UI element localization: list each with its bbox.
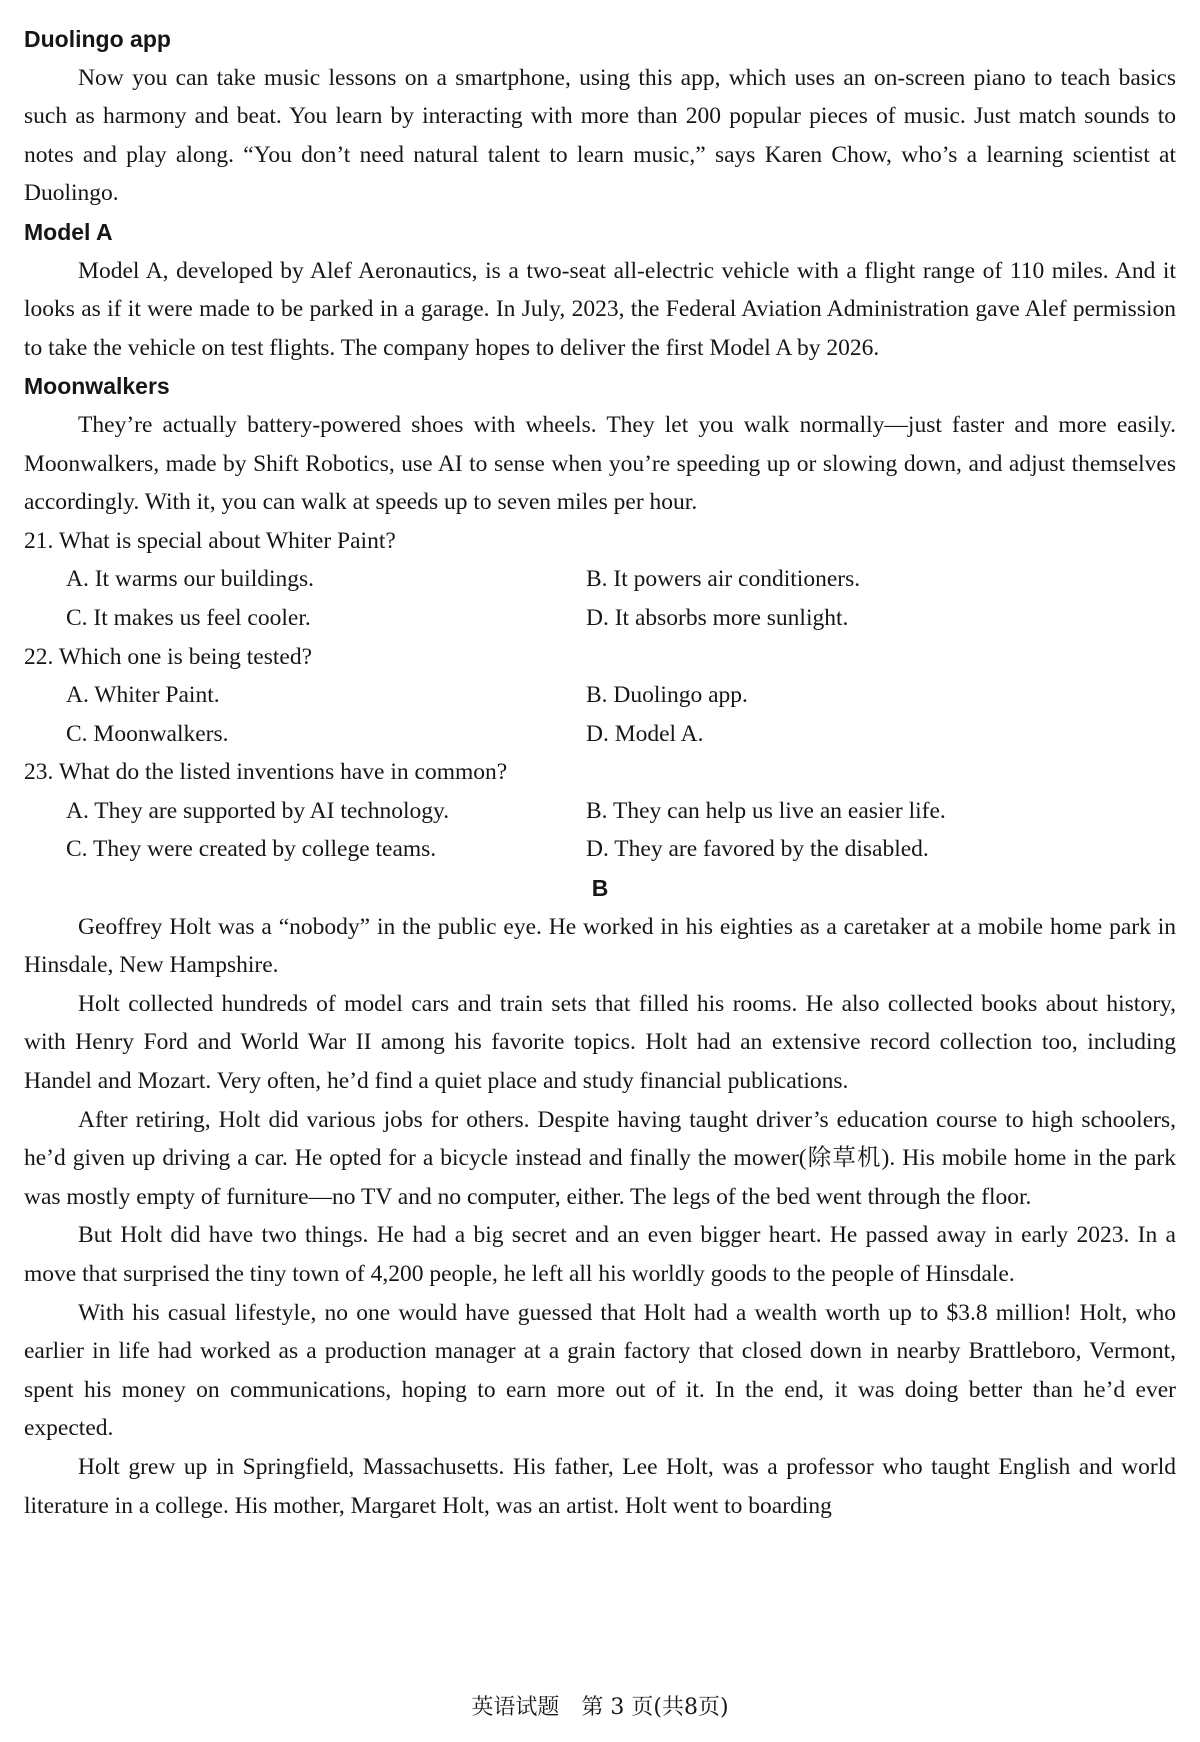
option-d[interactable]: D. It absorbs more sunlight. (586, 604, 849, 631)
option-d[interactable]: D. They are favored by the disabled. (586, 836, 929, 863)
option-b[interactable]: B. Duolingo app. (586, 682, 748, 709)
invention-model-a (24, 213, 1176, 367)
section-b-title: B (591, 875, 609, 902)
option-a[interactable]: A. It warms our buildings. (66, 566, 315, 593)
question-stem: 22. Which one is being tested? (24, 643, 313, 670)
invention-moonwalkers (24, 367, 1176, 521)
question-23 (24, 753, 1176, 869)
section-heading: Duolingo app (24, 26, 171, 52)
option-c[interactable]: C. They were created by college teams. (66, 836, 437, 863)
question-21 (24, 522, 1176, 638)
passage-paragraph: They’re actually battery-powered shoes with wheels. They let you walk normally—just faster and more easily. Moonwalkers, made by Shift Robotics, use AI to sense when you’re speeding up or slowing down, and adjust themselves accordingly. With it, you can walk at speeds up to seven miles per hour. (24, 411, 1176, 516)
passage-paragraph: Holt grew up in Springfield, Massachusetts. His father, Lee Holt, was a professor who taught English and world literature in a college. His mother, Margaret Holt, was an artist. Holt went to boarding (24, 1453, 1176, 1519)
option-c[interactable]: C. Moonwalkers. (66, 720, 229, 747)
section-heading: Model A (24, 218, 113, 245)
option-d[interactable]: D. Model A. (586, 720, 704, 747)
question-22 (24, 638, 1176, 754)
passage-paragraph: With his casual lifestyle, no one would have guessed that Holt had a wealth worth up to $3.8 million! Holt, who earlier in life had worked as a production manager at a grain factory that closed down in nearby Brattleboro, Vermont, spent his money on communications, hoping to earn more out of it. In the end, it was doing better than he’d ever expected. (24, 1299, 1176, 1442)
option-b[interactable]: B. It powers air conditioners. (586, 566, 861, 593)
passage-paragraph: Model A, developed by Alef Aeronautics, is a two-seat all-electric vehicle with a flight range of 110 miles. And it looks as if it were made to be parked in a garage. In July, 2023, the Federal Aviation Administration gave Alef permission to take the vehicle on test flights. The company hopes to deliver the first Model A by 2026. (24, 257, 1176, 361)
answer-options (24, 676, 1176, 753)
section-heading: Moonwalkers (24, 373, 170, 400)
option-b[interactable]: B. They can help us live an easier life. (586, 797, 946, 824)
question-stem: 23. What do the listed inventions have in common? (24, 759, 508, 786)
invention-duolingo (24, 20, 1176, 213)
passage-paragraph: Now you can take music lessons on a smartphone, using this app, which uses an on-screen piano to teach basics such as harmony and beat. You learn by interacting with more than 200 popular pieces of music. Just match sounds to notes and play along. “You don’t need natural talent to learn music,” says Karen Chow, who’s a learning scientist at Duolingo. (24, 64, 1176, 207)
option-c[interactable]: C. It makes us feel cooler. (66, 604, 311, 631)
option-a[interactable]: A. Whiter Paint. (66, 682, 220, 709)
exam-page (24, 20, 1176, 1525)
passage-paragraph: After retiring, Holt did various jobs for others. Despite having taught driver’s education course to high schoolers, he’d given up driving a car. He opted for a bicycle instead and finally the mower(除草机). His mobile home in the park was mostly empty of furniture—no TV and no computer, either. The legs of the bed went through the floor. (24, 1106, 1176, 1210)
question-stem: 21. What is special about Whiter Paint? (24, 527, 396, 554)
answer-options (24, 560, 1176, 637)
option-a[interactable]: A. They are supported by AI technology. (66, 797, 450, 824)
passage-paragraph: But Holt did have two things. He had a big secret and an even bigger heart. He passed away in early 2023. In a move that surprised the tiny town of 4,200 people, he left all his worldly goods to the people of Hinsdale. (24, 1222, 1176, 1287)
page-footer: 英语试题 第 3 页(共8页) (471, 1695, 729, 1720)
passage-paragraph: Holt collected hundreds of model cars and train sets that filled his rooms. He also collected books about history, with Henry Ford and World War II among his favorite topics. Holt had an extensive record collection too, including Handel and Mozart. Very often, he’d find a quiet place and study financial publications. (24, 990, 1176, 1095)
answer-options (24, 792, 1176, 869)
passage-paragraph: Geoffrey Holt was a “nobody” in the public eye. He worked in his eighties as a caretaker at a mobile home park in Hinsdale, New Hampshire. (24, 913, 1176, 979)
